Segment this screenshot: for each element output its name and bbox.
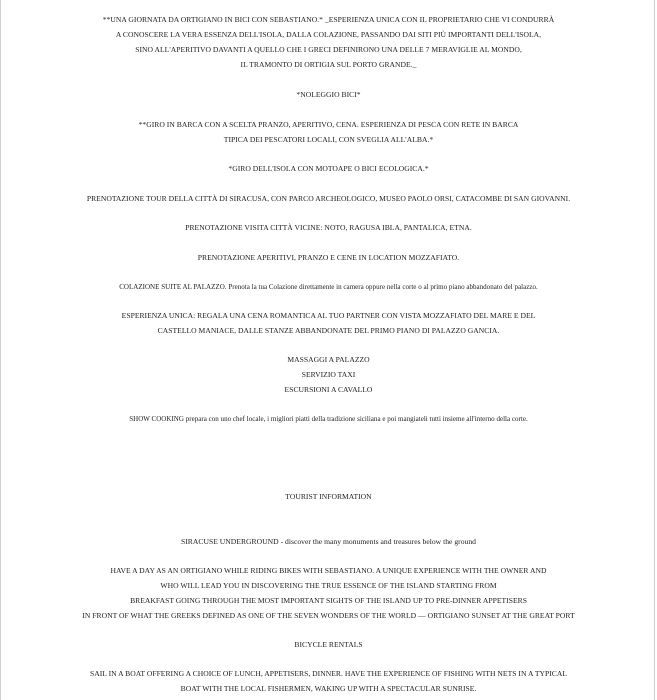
text-line: A CONOSCERE LA VERA ESSENZA DELL'ISOLA, DALLA COLAZIONE, PASSANDO DAI SITI PIÙ IMPORTANTI DELL'ISOLA,	[115, 30, 542, 39]
text-line: **UNA GIORNATA DA ORTIGIANO IN BICI CON SEBASTIANO.* _ESPERIENZA UNICA CON IL PROPRIETARIO CHE VI CONDURRÀ	[102, 15, 555, 24]
text-line: MASSAGGI A PALAZZO	[287, 355, 370, 364]
text-line: ESPERIENZA UNICA: REGALA UNA CENA ROMANTICA AL TUO PARTNER CON VISTA MOZZAFIATO DEL MARE E DEL	[121, 311, 536, 320]
text-line: PRENOTAZIONE VISITA CITTÀ VICINE: NOTO, RAGUSA IBLA, PANTALICA, ETNA.	[185, 223, 472, 232]
text-line: CASTELLO MANIACE, DALLE STANZE ABBANDONATE DEL PRIMO PIANO DI PALAZZO GANCIA.	[157, 326, 500, 335]
text-line: BICYCLE RENTALS	[294, 640, 363, 649]
text-line: IL TRAMONTO DI ORTIGIA SUL PORTO GRANDE._	[240, 60, 417, 69]
text-line: TOURIST INFORMATION	[285, 492, 372, 501]
text-line: SAIL IN A BOAT OFFERING A CHOICE OF LUNCH, APPETISERS, DINNER. HAVE THE EXPERIENCE OF FISHING WITH NETS IN A TYPICAL	[89, 669, 568, 678]
text-line: **GIRO IN BARCA CON A SCELTA PRANZO, APERITIVO, CENA. ESPERIENZA DI PESCA CON RETE IN BARCA	[138, 120, 519, 129]
text-line: WHO WILL LEAD YOU IN DISCOVERING THE TRUE ESSENCE OF THE ISLAND STARTING FROM	[160, 581, 497, 590]
text-line: COLAZIONE SUITE AL PALAZZO. Prenota la tua Colazione direttamente in camera oppure nella corte o al primo piano abbandonato del palazzo.	[119, 283, 538, 291]
text-line: IN FRONT OF WHAT THE GREEKS DEFINED AS ONE OF THE SEVEN WONDERS OF THE WORLD — ORTIGIANO SUNSET AT THE GREAT PORT	[82, 611, 575, 620]
text-line: PRENOTAZIONE APERITIVI, PRANZO E CENE IN LOCATION MOZZAFIATO.	[197, 253, 460, 262]
text-line: SHOW COOKING prepara con uno chef locale, i migliori piatti della tradizione siciliana e poi mangiateli tutti insieme all'interno della corte.	[129, 415, 528, 423]
text-line: PRENOTAZIONE TOUR DELLA CITTÀ DI SIRACUSA, CON PARCO ARCHEOLOGICO, MUSEO PAOLO ORSI, CATACOMBE DI SAN GIOVANNI.	[86, 194, 571, 203]
text-line: BREAKFAST GOING THROUGH THE MOST IMPORTANT SIGHTS OF THE ISLAND UP TO PRE-DINNER APPETISERS	[130, 596, 527, 605]
text-line: ESCURSIONI A CAVALLO	[284, 385, 373, 394]
text-line: SERVIZIO TAXI	[301, 370, 356, 379]
text-line: TIPICA DEI PESCATORI LOCALI, CON SVEGLIA ALL'ALBA.*	[223, 135, 434, 144]
text-line: SINO ALL'APERITIVO DAVANTI A QUELLO CHE I GRECI DEFINIRONO UNA DELLE 7 MERAVIGLIE AL MONDO,	[135, 45, 522, 54]
text-line: *NOLEGGIO BICI*	[296, 90, 361, 99]
text-line: *GIRO DELL'ISOLA CON MOTOAPE O BICI ECOLOGICA.*	[228, 164, 429, 173]
text-line: HAVE A DAY AS AN ORTIGIANO WHILE RIDING BIKES WITH SEBASTIANO. A UNIQUE EXPERIENCE WITH THE OWNER AND	[110, 566, 547, 575]
text-line: SIRACUSE UNDERGROUND - discover the many monuments and treasures below the ground	[181, 537, 476, 546]
text-line: BOAT WITH THE LOCAL FISHERMEN, WAKING UP WITH A SPECTACULAR SUNRISE.	[180, 684, 477, 693]
